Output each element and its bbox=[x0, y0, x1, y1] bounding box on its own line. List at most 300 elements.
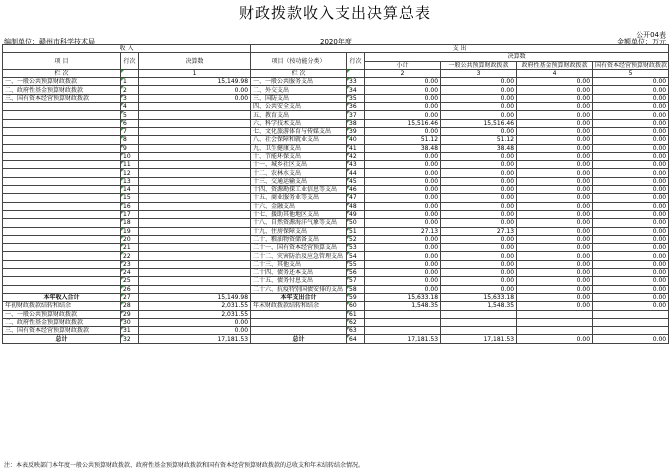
expense-item: 年末财政拨款结转和结余 bbox=[251, 302, 347, 310]
expense-item bbox=[251, 318, 347, 326]
footnote: 注：本表反映部门本年度一般公共预算财政拨款、政府性基金预算财政拨款和国有资本经营预算财政拨款的总收支和年末结转结余情况。 bbox=[4, 462, 365, 469]
expense-row-no: 33 bbox=[347, 78, 365, 86]
expense-row-no: 56 bbox=[347, 269, 365, 277]
expense-row-no: 54 bbox=[347, 252, 365, 260]
subtotal-value bbox=[365, 310, 441, 318]
subtotal-value: 0.00 bbox=[365, 177, 441, 185]
subtotal-value: 0.00 bbox=[365, 152, 441, 160]
subtotal-value: 1,548.35 bbox=[365, 302, 441, 310]
table-row bbox=[3, 260, 669, 268]
income-amount: 17,181.53 bbox=[139, 335, 251, 343]
expense-item bbox=[251, 327, 347, 335]
expense-item: 二十二、灾害防治及应急管理支出 bbox=[251, 252, 347, 260]
expense-item: 三、国防支出 bbox=[251, 94, 347, 102]
col-1: 1 bbox=[139, 69, 251, 77]
table-row bbox=[3, 94, 669, 102]
expense-row-no: 37 bbox=[347, 111, 365, 119]
col-4: 4 bbox=[517, 69, 593, 77]
income-row-no: 27 bbox=[121, 293, 139, 301]
income-row-no: 15 bbox=[121, 194, 139, 202]
income-amount: 0.00 bbox=[139, 86, 251, 94]
income-item bbox=[3, 285, 121, 293]
state-capital-value: 0.00 bbox=[593, 252, 669, 260]
expense-row-no: 63 bbox=[347, 327, 365, 335]
general-budget-value: 1,548.35 bbox=[441, 302, 517, 310]
col-label: 栏 次 bbox=[3, 69, 121, 77]
gov-fund-value: 0.00 bbox=[517, 78, 593, 86]
income-amount bbox=[139, 227, 251, 235]
income-row-no: 14 bbox=[121, 186, 139, 194]
table-row bbox=[3, 111, 669, 119]
page-title: 财政拨款收入支出决算总表 bbox=[238, 4, 431, 22]
expense-item: 二十、粮油物资储备支出 bbox=[251, 235, 347, 243]
income-item: 年初财政拨款结转和结余 bbox=[3, 302, 121, 310]
gov-fund-value: 0.00 bbox=[517, 119, 593, 127]
subtotal-value: 27.13 bbox=[365, 227, 441, 235]
unit-label: 编制单位：赣州市科学技术局 bbox=[4, 38, 95, 46]
table-row bbox=[3, 227, 669, 235]
gov-fund-value: 0.00 bbox=[517, 277, 593, 285]
general-budget-value: 0.00 bbox=[441, 285, 517, 293]
state-capital-value: 0.00 bbox=[593, 169, 669, 177]
state-capital-value: 0.00 bbox=[593, 136, 669, 144]
income-row-no: 1 bbox=[121, 78, 139, 86]
income-row-no: 12 bbox=[121, 169, 139, 177]
income-row-no: 28 bbox=[121, 302, 139, 310]
gov-fund-value: 0.00 bbox=[517, 186, 593, 194]
expense-item: 十七、援助其他地区支出 bbox=[251, 210, 347, 218]
table-row bbox=[3, 293, 669, 301]
expense-row-no: 50 bbox=[347, 219, 365, 227]
table-row bbox=[3, 202, 669, 210]
income-amount bbox=[139, 260, 251, 268]
gov-fund-value: 0.00 bbox=[517, 202, 593, 210]
state-capital-value: 0.00 bbox=[593, 202, 669, 210]
income-item bbox=[3, 136, 121, 144]
gov-fund-value: 0.00 bbox=[517, 111, 593, 119]
income-item: 二、政府性基金预算财政拨款 bbox=[3, 318, 121, 326]
table-row bbox=[3, 335, 669, 343]
general-budget-value: 0.00 bbox=[441, 94, 517, 102]
col-marker bbox=[347, 69, 365, 77]
gov-fund-value: 0.00 bbox=[517, 169, 593, 177]
expense-row-no: 64 bbox=[347, 335, 365, 343]
gov-fund-value: 0.00 bbox=[517, 219, 593, 227]
income-item bbox=[3, 111, 121, 119]
gov-fund-value: 0.00 bbox=[517, 302, 593, 310]
income-amount: 0.00 bbox=[139, 318, 251, 326]
subtotal-value: 0.00 bbox=[365, 169, 441, 177]
income-amount bbox=[139, 152, 251, 160]
expense-item: 二十一、国有资本经营预算支出 bbox=[251, 244, 347, 252]
amount-unit: 金额单位：万元 bbox=[617, 38, 666, 46]
general-budget-value: 0.00 bbox=[441, 277, 517, 285]
subtotal-value: 0.00 bbox=[365, 252, 441, 260]
expense-item: 十五、商业服务业等支出 bbox=[251, 194, 347, 202]
gov-fund-value: 0.00 bbox=[517, 293, 593, 301]
general-budget-value: 0.00 bbox=[441, 177, 517, 185]
state-capital-value: 0.00 bbox=[593, 94, 669, 102]
income-item bbox=[3, 235, 121, 243]
income-row-no: 30 bbox=[121, 318, 139, 326]
income-amount: 15,149.98 bbox=[139, 78, 251, 86]
subtotal-value: 51.12 bbox=[365, 136, 441, 144]
income-item bbox=[3, 119, 121, 127]
state-capital-value: 0.00 bbox=[593, 235, 669, 243]
state-capital-header: 国有资本经营预算财政拨款 bbox=[593, 61, 669, 69]
subtotal-value bbox=[365, 327, 441, 335]
table-row bbox=[3, 161, 669, 169]
general-budget-value bbox=[441, 327, 517, 335]
state-capital-value: 0.00 bbox=[593, 244, 669, 252]
state-capital-value: 0.00 bbox=[593, 285, 669, 293]
expense-row-no: 48 bbox=[347, 202, 365, 210]
table-row bbox=[3, 219, 669, 227]
gov-fund-value: 0.00 bbox=[517, 177, 593, 185]
income-item bbox=[3, 277, 121, 285]
table-row bbox=[3, 310, 669, 318]
expense-row-no: 60 bbox=[347, 302, 365, 310]
income-amount bbox=[139, 202, 251, 210]
income-item bbox=[3, 103, 121, 111]
subtotal-value: 0.00 bbox=[365, 127, 441, 135]
general-budget-value: 0.00 bbox=[441, 152, 517, 160]
income-item: 一、一般公共预算财政拨款 bbox=[3, 310, 121, 318]
table-row bbox=[3, 186, 669, 194]
gov-fund-value: 0.00 bbox=[517, 235, 593, 243]
income-item bbox=[3, 252, 121, 260]
expense-row-no: 51 bbox=[347, 227, 365, 235]
expense-row-no: 49 bbox=[347, 210, 365, 218]
state-capital-value: 0.00 bbox=[593, 302, 669, 310]
income-row-no: 10 bbox=[121, 152, 139, 160]
expense-row-no: 45 bbox=[347, 177, 365, 185]
table-row bbox=[3, 210, 669, 218]
gov-fund-value: 0.00 bbox=[517, 269, 593, 277]
income-amount: 15,149.98 bbox=[139, 293, 251, 301]
income-amount bbox=[139, 219, 251, 227]
income-row-no: 6 bbox=[121, 119, 139, 127]
table-row bbox=[3, 119, 669, 127]
state-capital-value: 0.00 bbox=[593, 144, 669, 152]
table-row bbox=[3, 327, 669, 335]
income-amount bbox=[139, 161, 251, 169]
table-row bbox=[3, 103, 669, 111]
income-row-no: 8 bbox=[121, 136, 139, 144]
state-capital-value: 0.00 bbox=[593, 219, 669, 227]
subtotal-value: 15,516.46 bbox=[365, 119, 441, 127]
income-amount bbox=[139, 177, 251, 185]
income-item: 一、一般公共预算财政拨款 bbox=[3, 78, 121, 86]
income-row-no: 17 bbox=[121, 210, 139, 218]
table-row bbox=[3, 269, 669, 277]
table-row bbox=[3, 318, 669, 326]
income-row-no: 11 bbox=[121, 161, 139, 169]
expense-item: 二十五、债务付息支出 bbox=[251, 277, 347, 285]
gov-fund-value: 0.00 bbox=[517, 144, 593, 152]
subtotal-value: 0.00 bbox=[365, 94, 441, 102]
income-amount-header: 决算数 bbox=[139, 53, 251, 70]
income-row-no: 13 bbox=[121, 177, 139, 185]
income-row-no: 22 bbox=[121, 252, 139, 260]
general-budget-value: 0.00 bbox=[441, 252, 517, 260]
table-row bbox=[3, 194, 669, 202]
expense-item: 十三、交通运输支出 bbox=[251, 177, 347, 185]
income-item bbox=[3, 260, 121, 268]
col-5: 5 bbox=[593, 69, 669, 77]
expense-item: 本年支出合计 bbox=[251, 293, 347, 301]
general-budget-value: 0.00 bbox=[441, 244, 517, 252]
expense-amount-header: 决算数 bbox=[365, 53, 669, 61]
gov-fund-value bbox=[517, 310, 593, 318]
income-item bbox=[3, 161, 121, 169]
income-row-no: 29 bbox=[121, 310, 139, 318]
expense-row-no: 35 bbox=[347, 94, 365, 102]
income-amount bbox=[139, 136, 251, 144]
expense-header: 支 出 bbox=[251, 45, 669, 53]
subtotal-value: 38.48 bbox=[365, 144, 441, 152]
subtotal-value: 0.00 bbox=[365, 86, 441, 94]
income-amount bbox=[139, 127, 251, 135]
general-budget-value: 15,633.18 bbox=[441, 293, 517, 301]
expense-row-no: 40 bbox=[347, 136, 365, 144]
expense-item: 一、一般公共服务支出 bbox=[251, 78, 347, 86]
expense-row-no: 59 bbox=[347, 293, 365, 301]
subtotal-value: 17,181.53 bbox=[365, 335, 441, 343]
general-budget-value: 0.00 bbox=[441, 219, 517, 227]
state-capital-value: 0.00 bbox=[593, 152, 669, 160]
expense-item: 四、公共安全支出 bbox=[251, 103, 347, 111]
table-row bbox=[3, 86, 669, 94]
income-amount: 0.00 bbox=[139, 94, 251, 102]
income-row-no: 18 bbox=[121, 219, 139, 227]
expense-row-no: 42 bbox=[347, 152, 365, 160]
expense-row-no: 57 bbox=[347, 277, 365, 285]
col-marker bbox=[121, 69, 139, 77]
state-capital-value: 0.00 bbox=[593, 269, 669, 277]
income-item bbox=[3, 186, 121, 194]
table-row bbox=[3, 169, 669, 177]
income-item bbox=[3, 127, 121, 135]
table-row bbox=[3, 285, 669, 293]
subtotal-value: 0.00 bbox=[365, 269, 441, 277]
state-capital-value: 0.00 bbox=[593, 210, 669, 218]
income-row-no-header: 行次 bbox=[121, 53, 139, 70]
income-amount bbox=[139, 277, 251, 285]
general-budget-value: 0.00 bbox=[441, 202, 517, 210]
income-row-no: 7 bbox=[121, 127, 139, 135]
subtotal-header: 小计 bbox=[365, 61, 441, 69]
income-row-no: 4 bbox=[121, 103, 139, 111]
state-capital-value: 0.00 bbox=[593, 111, 669, 119]
expense-row-no: 46 bbox=[347, 186, 365, 194]
gov-fund-value: 0.00 bbox=[517, 244, 593, 252]
gov-fund-header: 政府性基金预算财政拨款 bbox=[517, 61, 593, 69]
expense-item: 二十四、债务还本支出 bbox=[251, 269, 347, 277]
expense-item: 七、文化旅游体育与传媒支出 bbox=[251, 127, 347, 135]
general-budget-value: 38.48 bbox=[441, 144, 517, 152]
income-row-no: 5 bbox=[121, 111, 139, 119]
expense-row-no: 61 bbox=[347, 310, 365, 318]
expense-row-no: 55 bbox=[347, 260, 365, 268]
income-item bbox=[3, 194, 121, 202]
general-budget-value: 0.00 bbox=[441, 103, 517, 111]
table-row bbox=[3, 252, 669, 260]
subtotal-value: 0.00 bbox=[365, 235, 441, 243]
col-2: 2 bbox=[365, 69, 441, 77]
subtotal-value: 0.00 bbox=[365, 277, 441, 285]
expense-item: 总计 bbox=[251, 335, 347, 343]
gov-fund-value bbox=[517, 327, 593, 335]
income-item bbox=[3, 177, 121, 185]
state-capital-value: 0.00 bbox=[593, 119, 669, 127]
expense-row-no: 36 bbox=[347, 103, 365, 111]
income-item bbox=[3, 202, 121, 210]
expense-row-no: 34 bbox=[347, 86, 365, 94]
gov-fund-value: 0.00 bbox=[517, 94, 593, 102]
general-budget-value bbox=[441, 318, 517, 326]
state-capital-value bbox=[593, 310, 669, 318]
income-amount bbox=[139, 194, 251, 202]
gov-fund-value bbox=[517, 318, 593, 326]
subtotal-value: 0.00 bbox=[365, 161, 441, 169]
expense-item: 五、教育支出 bbox=[251, 111, 347, 119]
expense-row-no: 43 bbox=[347, 161, 365, 169]
table-row bbox=[3, 127, 669, 135]
income-amount bbox=[139, 119, 251, 127]
expense-item: 十六、金融支出 bbox=[251, 202, 347, 210]
subtotal-value: 0.00 bbox=[365, 219, 441, 227]
state-capital-value: 0.00 bbox=[593, 103, 669, 111]
income-row-no: 21 bbox=[121, 244, 139, 252]
income-item: 总计 bbox=[3, 335, 121, 343]
subtotal-value: 15,633.18 bbox=[365, 293, 441, 301]
income-amount bbox=[139, 144, 251, 152]
expense-item: 十八、自然资源海洋气象等支出 bbox=[251, 219, 347, 227]
table-row bbox=[3, 152, 669, 160]
table-row bbox=[3, 235, 669, 243]
income-row-no: 26 bbox=[121, 285, 139, 293]
subtotal-value: 0.00 bbox=[365, 260, 441, 268]
income-item bbox=[3, 210, 121, 218]
state-capital-value: 0.00 bbox=[593, 127, 669, 135]
expense-item: 六、科学技术支出 bbox=[251, 119, 347, 127]
income-row-no: 2 bbox=[121, 86, 139, 94]
expense-row-no: 47 bbox=[347, 194, 365, 202]
expense-row-no-header: 行次 bbox=[347, 53, 365, 70]
income-amount bbox=[139, 235, 251, 243]
form-code: 公开04表 bbox=[636, 31, 666, 39]
gov-fund-value: 0.00 bbox=[517, 161, 593, 169]
state-capital-value: 0.00 bbox=[593, 227, 669, 235]
expense-item: 十、节能环保支出 bbox=[251, 152, 347, 160]
state-capital-value: 0.00 bbox=[593, 177, 669, 185]
state-capital-value: 0.00 bbox=[593, 161, 669, 169]
income-row-no: 23 bbox=[121, 260, 139, 268]
state-capital-value: 0.00 bbox=[593, 186, 669, 194]
income-row-no: 31 bbox=[121, 327, 139, 335]
expense-item: 十九、住房保障支出 bbox=[251, 227, 347, 235]
state-capital-value: 0.00 bbox=[593, 260, 669, 268]
gov-fund-value: 0.00 bbox=[517, 103, 593, 111]
gov-fund-value: 0.00 bbox=[517, 127, 593, 135]
income-item-header: 项 目 bbox=[3, 53, 121, 70]
income-amount bbox=[139, 252, 251, 260]
general-budget-value: 51.12 bbox=[441, 136, 517, 144]
gov-fund-value: 0.00 bbox=[517, 152, 593, 160]
table-row bbox=[3, 277, 669, 285]
subtotal-value: 0.00 bbox=[365, 285, 441, 293]
income-amount bbox=[139, 244, 251, 252]
subtotal-value: 0.00 bbox=[365, 78, 441, 86]
subtotal-value: 0.00 bbox=[365, 186, 441, 194]
state-capital-value: 0.00 bbox=[593, 86, 669, 94]
expense-row-no: 41 bbox=[347, 144, 365, 152]
expense-item: 九、卫生健康支出 bbox=[251, 144, 347, 152]
income-item bbox=[3, 152, 121, 160]
income-amount bbox=[139, 285, 251, 293]
expense-item: 二十六、抗疫特别国债安排的支出 bbox=[251, 285, 347, 293]
general-budget-value: 0.00 bbox=[441, 260, 517, 268]
income-amount bbox=[139, 169, 251, 177]
state-capital-value: 0.00 bbox=[593, 194, 669, 202]
gov-fund-value: 0.00 bbox=[517, 260, 593, 268]
general-budget-value: 27.13 bbox=[441, 227, 517, 235]
expense-item: 十二、农林水支出 bbox=[251, 169, 347, 177]
general-budget-value: 0.00 bbox=[441, 269, 517, 277]
expense-row-no: 58 bbox=[347, 285, 365, 293]
expense-row-no: 62 bbox=[347, 318, 365, 326]
income-row-no: 9 bbox=[121, 144, 139, 152]
subtotal-value: 0.00 bbox=[365, 194, 441, 202]
general-budget-value: 0.00 bbox=[441, 86, 517, 94]
state-capital-value: 0.00 bbox=[593, 78, 669, 86]
general-budget-value: 0.00 bbox=[441, 235, 517, 243]
gov-fund-value: 0.00 bbox=[517, 194, 593, 202]
subtotal-value: 0.00 bbox=[365, 210, 441, 218]
income-row-no: 32 bbox=[121, 335, 139, 343]
general-budget-value: 0.00 bbox=[441, 127, 517, 135]
table-row bbox=[3, 78, 669, 86]
expense-row-no: 44 bbox=[347, 169, 365, 177]
general-budget-value: 0.00 bbox=[441, 111, 517, 119]
income-amount bbox=[139, 269, 251, 277]
gov-fund-value: 0.00 bbox=[517, 285, 593, 293]
general-budget-value: 0.00 bbox=[441, 194, 517, 202]
income-item: 二、政府性基金预算财政拨款 bbox=[3, 86, 121, 94]
expense-item: 二、外交支出 bbox=[251, 86, 347, 94]
income-item bbox=[3, 269, 121, 277]
income-row-no: 20 bbox=[121, 235, 139, 243]
income-amount bbox=[139, 111, 251, 119]
income-row-no: 25 bbox=[121, 277, 139, 285]
expense-item-header: 项目（按功能分类） bbox=[251, 53, 347, 70]
gov-fund-value: 0.00 bbox=[517, 210, 593, 218]
gov-fund-value: 0.00 bbox=[517, 227, 593, 235]
gov-fund-value: 0.00 bbox=[517, 252, 593, 260]
income-row-no: 19 bbox=[121, 227, 139, 235]
income-amount bbox=[139, 210, 251, 218]
subtotal-value: 0.00 bbox=[365, 103, 441, 111]
general-budget-value: 0.00 bbox=[441, 210, 517, 218]
year-label: 2020年度 bbox=[320, 38, 352, 46]
income-item bbox=[3, 227, 121, 235]
table-row bbox=[3, 144, 669, 152]
table-row bbox=[3, 136, 669, 144]
income-item bbox=[3, 219, 121, 227]
finance-table bbox=[2, 44, 669, 344]
income-item: 本年收入合计 bbox=[3, 293, 121, 301]
